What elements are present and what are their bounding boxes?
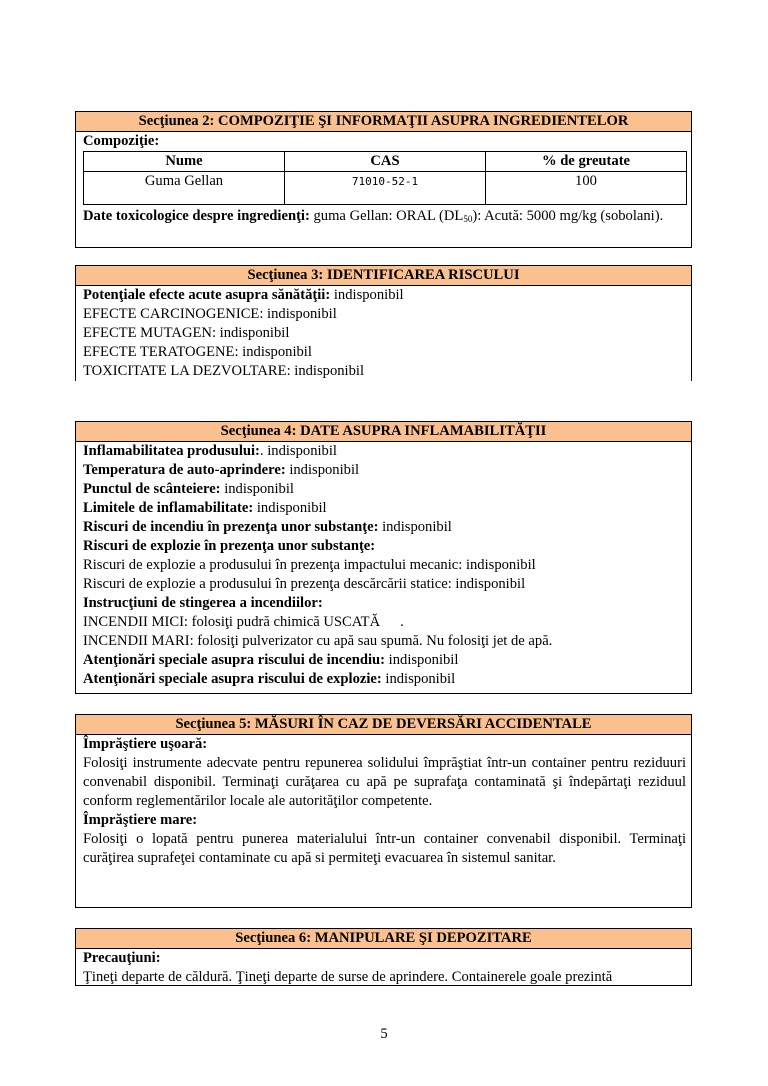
cell-cas: 71010-52-1 (285, 172, 486, 205)
section-3-title: Secţiunea 3: IDENTIFICAREA RISCULUI (76, 266, 691, 286)
cell-name: Guma Gellan (84, 172, 285, 205)
fire-instructions-label: Instrucţiuni de stingerea a incendiilor: (83, 595, 323, 611)
flash-point-value: indisponibil (220, 481, 294, 497)
fire-remarks-label: Atenţionări speciale asupra riscului de incendiu: (83, 652, 386, 668)
precautions-text: Ţineţi departe de căldură. Ţineţi departe de surse de aprindere. Containerele goale prezintă (83, 969, 613, 985)
section-4 (75, 421, 692, 694)
flammable-limits-value: indisponibil (253, 500, 327, 516)
flammability-label: Inflamabilitatea produsului: (83, 443, 260, 459)
section-2-title: Secţiunea 2: COMPOZIŢIE ŞI INFORMAŢII ASUPRA INGREDIENTELOR (76, 112, 691, 132)
fire-remarks-value: indisponibil (385, 652, 459, 668)
dev-toxicity-line: TOXICITATE LA DEZVOLTARE: indisponibil (83, 363, 365, 379)
composition-table (83, 151, 687, 205)
col-header-weight: % de greutate (486, 152, 687, 172)
carcinogenic-line: EFECTE CARCINOGENICE: indisponibil (83, 306, 337, 322)
small-spill-text: Folosiţi instrumente adecvate pentru repunerea solidului împrăştiat într-un container pentru reziduuri convenabil disponibil. Terminaţi curăţarea cu apă pe suprafaţa contaminată şi îndepărtaţi reziduul conform reglementărilor locale ale autorităţilor competente. (83, 755, 686, 809)
fire-hazards-value: indisponibil (378, 519, 452, 535)
tox-text-b: ): Acută: 5000 mg/kg (sobolani). (472, 208, 664, 224)
autoignition-label: Temperatura de auto-aprindere: (83, 462, 286, 478)
small-fires-dot: . (400, 614, 404, 630)
section-5 (75, 714, 692, 908)
table-header-row (84, 152, 687, 172)
page-number: 5 (380, 1026, 388, 1042)
tox-sub: 50 (463, 214, 473, 224)
mutagen-line: EFECTE MUTAGEN: indisponibil (83, 325, 290, 341)
fire-hazards-label: Riscuri de incendiu în prezenţa unor substanţe: (83, 519, 379, 535)
cell-weight: 100 (486, 172, 687, 205)
tox-data (83, 207, 686, 226)
col-header-cas: CAS (285, 152, 486, 172)
teratogen-line: EFECTE TERATOGENE: indisponibil (83, 344, 312, 360)
explosion-static: Riscuri de explozie a produsului în prezenţa descărcării statice: indisponibil (83, 576, 526, 592)
explosion-remarks-label: Atenţionări speciale asupra riscului de explozie: (83, 671, 382, 687)
section-4-title: Secţiunea 4: DATE ASUPRA INFLAMABILITĂŢII (76, 422, 691, 442)
tox-label: Date toxicologice despre ingredienţi: (83, 208, 310, 224)
explosion-hazards-label: Riscuri de explozie în prezenţa unor substanţe: (83, 538, 376, 554)
explosion-remarks-value: indisponibil (381, 671, 456, 687)
explosion-mechanical: Riscuri de explozie a produsului în prezenţa impactului mecanic: indisponibil (83, 557, 536, 573)
flash-point-label: Punctul de scânteiere: (83, 481, 221, 497)
small-fires: INCENDII MICI: folosiţi pudră chimică USCATĂ (83, 614, 381, 630)
flammability-value: . indisponibil (259, 443, 337, 459)
section-6 (75, 928, 692, 986)
composition-label: Compoziţie: (83, 133, 160, 149)
col-header-name: Nume (84, 152, 285, 172)
autoignition-value: indisponibil (285, 462, 360, 478)
acute-effects-label: Potenţiale efecte acute asupra sănătăţii: (83, 287, 331, 303)
section-2 (75, 111, 692, 248)
acute-effects-value: indisponibil (330, 287, 404, 303)
large-spill-text: Folosiţi o lopată pentru punerea materialului într-un container convenabil disponibil. Terminaţi curăţirea suprafeţei contaminate cu apă si permiteţi evacuarea în sistemul sanitar. (83, 831, 686, 866)
small-spill-label: Împrăştiere uşoară: (83, 736, 208, 752)
section-6-title: Secţiunea 6: MANIPULARE ŞI DEPOZITARE (76, 929, 691, 949)
large-fires: INCENDII MARI: folosiţi pulverizator cu apă sau spumă. Nu folosiţi jet de apă. (83, 633, 553, 649)
tox-text-a: guma Gellan: ORAL (DL (309, 208, 464, 224)
section-5-title: Secţiunea 5: MĂSURI ÎN CAZ DE DEVERSĂRI ACCIDENTALE (76, 715, 691, 735)
flammable-limits-label: Limitele de inflamabilitate: (83, 500, 254, 516)
precautions-label: Precauţiuni: (83, 950, 161, 966)
large-spill-label: Împrăştiere mare: (83, 812, 198, 828)
table-row (84, 172, 687, 205)
section-3 (75, 265, 692, 381)
